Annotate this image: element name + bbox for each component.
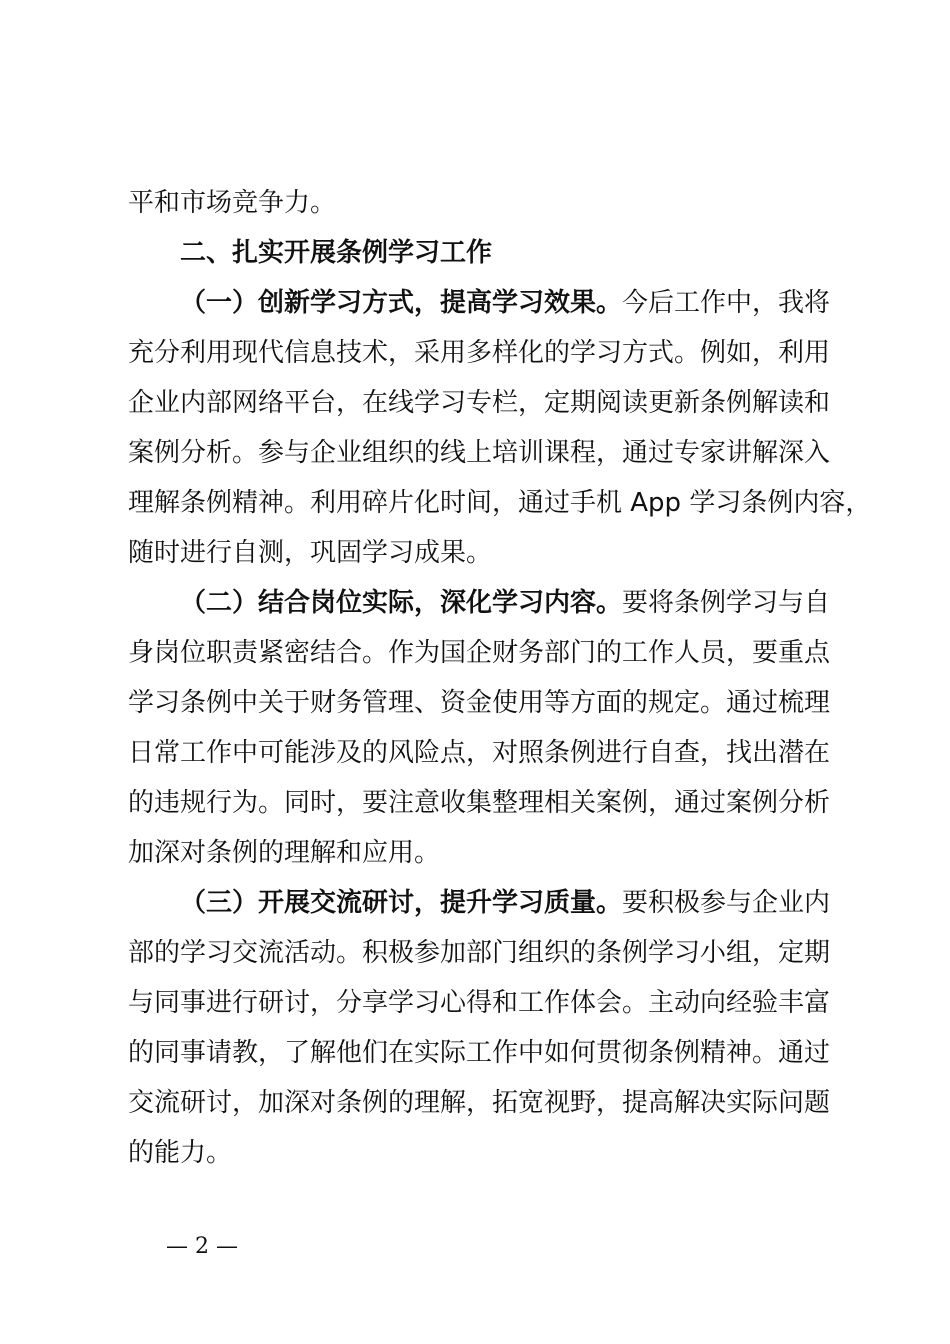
body-line xyxy=(128,528,828,578)
body-line xyxy=(128,978,831,1028)
body-line xyxy=(128,328,831,378)
line-text: 与同事进行研讨，分享学习心得和工作体会。主动向经验丰富 xyxy=(128,988,831,1018)
line-text: 要积极参与企业内 xyxy=(622,888,831,918)
line-text: 加深对条例的理解和应用。 xyxy=(128,838,441,868)
body-line xyxy=(128,778,831,828)
line-text: 充分利用现代信息技术，采用多样化的学习方式。例如，利用 xyxy=(128,338,831,368)
subheading-text: （一）创新学习方式，提高学习效果。 xyxy=(180,288,623,318)
subheading-text: （三）开展交流研讨，提升学习质量。 xyxy=(180,888,623,918)
paragraph-start-line xyxy=(128,578,831,628)
body-line xyxy=(128,678,831,728)
line-text: 部的学习交流活动。积极参加部门组织的条例学习小组，定期 xyxy=(128,938,831,968)
paragraph-start-line xyxy=(128,878,831,928)
body-line xyxy=(128,928,831,978)
line-text: 要将条例学习与自 xyxy=(622,588,831,618)
section-heading xyxy=(128,228,828,278)
body-line xyxy=(128,1078,831,1128)
body-line xyxy=(128,1128,828,1178)
line-text: 身岗位职责紧密结合。作为国企财务部门的工作人员，要重点 xyxy=(128,638,831,668)
line-text: 学习条例中关于财务管理、资金使用等方面的规定。通过梳理 xyxy=(128,688,831,718)
subheading-text: （二）结合岗位实际，深化学习内容。 xyxy=(180,588,623,618)
body-line xyxy=(128,728,831,778)
line-text: 的能力。 xyxy=(128,1138,233,1168)
line-text: 案例分析。参与企业组织的线上培训课程，通过专家讲解深入 xyxy=(128,438,831,468)
line-text: 的违规行为。同时，要注意收集整理相关案例，通过案例分析 xyxy=(128,788,831,818)
line-text: 交流研讨，加深对条例的理解，拓宽视野，提高解决实际问题 xyxy=(128,1088,831,1118)
line-text: 今后工作中，我将 xyxy=(622,288,831,318)
heading-text: 二、扎实开展条例学习工作 xyxy=(180,238,493,268)
line-text: 的同事请教，了解他们在实际工作中如何贯彻条例精神。通过 xyxy=(128,1038,831,1068)
line-text: 企业内部网络平台，在线学习专栏，定期阅读更新条例解读和 xyxy=(128,388,831,418)
line-text: 理解条例精神。利用碎片化时间，通过手机 App 学习条例内容， xyxy=(128,488,872,518)
paragraph-start-line xyxy=(128,278,831,328)
document-body xyxy=(128,178,872,1178)
body-line xyxy=(128,178,828,228)
page-number: — 2 — xyxy=(166,1234,238,1259)
line-text: 平和市场竞争力。 xyxy=(128,188,337,218)
body-line xyxy=(128,1028,831,1078)
body-line xyxy=(128,478,872,528)
line-text: 日常工作中可能涉及的风险点，对照条例进行自查，找出潜在 xyxy=(128,738,831,768)
body-line xyxy=(128,828,828,878)
body-line xyxy=(128,378,831,428)
body-line xyxy=(128,628,831,678)
body-line xyxy=(128,428,831,478)
line-text: 随时进行自测，巩固学习成果。 xyxy=(128,538,493,568)
